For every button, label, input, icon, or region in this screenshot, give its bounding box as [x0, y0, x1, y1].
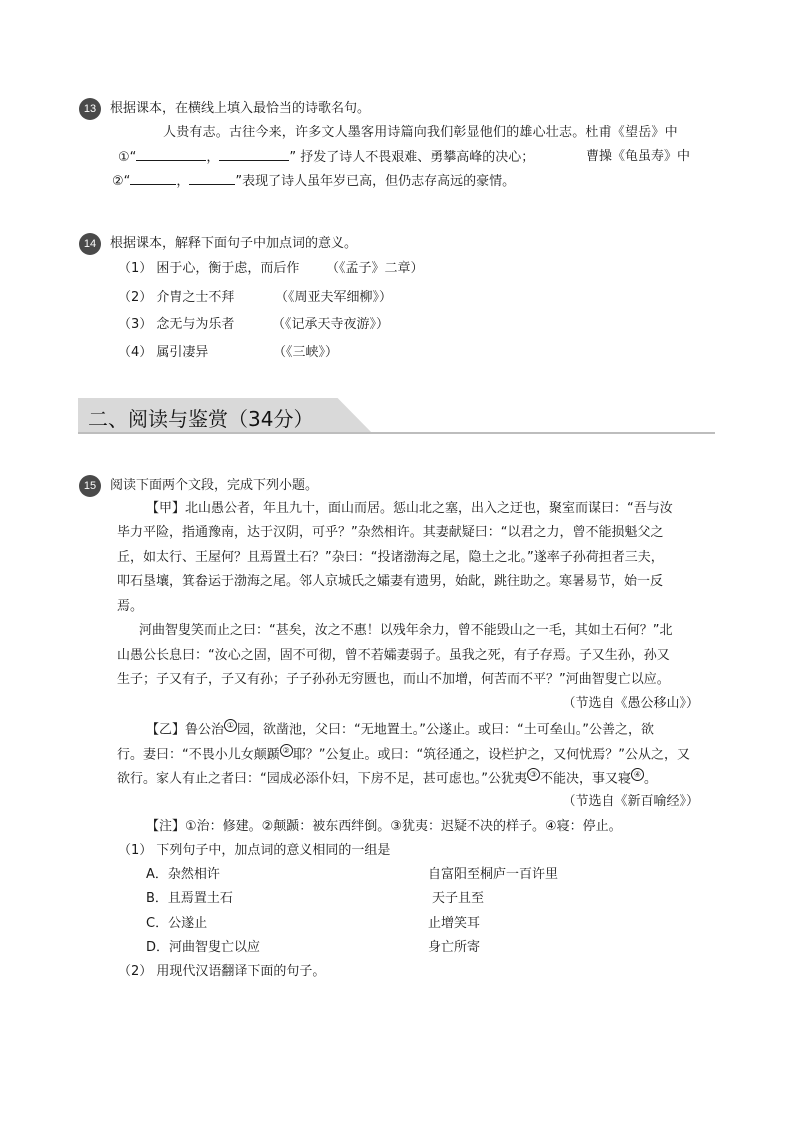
- q13-line3-text: ”表现了诗人虽年岁已高，但仍志存高远的豪情。: [235, 174, 516, 189]
- passage-yi-text: 【乙】鲁公治: [146, 722, 225, 738]
- passage-notes: 【注】①治：修建。②颠踬：被东西绊倒。③犹夷：迟疑不决的样子。④寝：停止。: [146, 819, 622, 834]
- option-d-right: 身亡所寄: [428, 940, 481, 955]
- question-number-13: 13: [79, 98, 101, 120]
- passage-jia-line: 焉。: [117, 599, 144, 614]
- passage-yi-source: （节选自《新百喻经》）: [562, 794, 699, 809]
- passage-yi-line: [146, 719, 654, 739]
- footnote-marker: ②: [280, 744, 293, 757]
- passage-jia-line: 【甲】北山愚公者，年且九十，面山而居。惩山北之塞，出入之迂也，聚室而谋曰：“吾与汝: [146, 501, 673, 516]
- passage-yi-line: [117, 768, 657, 788]
- q13-comma-2: ，: [176, 174, 190, 189]
- q13-line2-text: ” 抒发了诗人不畏艰难、勇攀高峰的决心；: [289, 150, 535, 165]
- q14-item-label: （3）: [118, 317, 153, 332]
- option-d-left[interactable]: D．河曲智叟亡以应: [146, 940, 261, 955]
- q13-blank-2[interactable]: [219, 148, 289, 161]
- passage-jia-source: （节选自《愚公移山》）: [562, 696, 699, 711]
- q15-sub1-stem: （1） 下列句子中，加点词的意义相同的一组是: [118, 843, 391, 858]
- q14-item-1: [118, 260, 299, 278]
- footnote-marker: ③: [527, 768, 540, 781]
- q13-blank-4[interactable]: [189, 172, 235, 185]
- q13-passage-line2: [118, 148, 534, 167]
- option-c-left[interactable]: C．公遂止: [146, 916, 208, 931]
- q14-item-text: 困于心，衡于虑，而后作: [156, 261, 300, 276]
- option-a-right: 自富阳至桐庐一百许里: [428, 867, 559, 882]
- q14-item-text: 介胄之士不拜: [156, 290, 235, 305]
- q14-item-2-source: （《周亚夫军细柳》）: [275, 290, 393, 305]
- passage-yi-text: 不能决，事又寝: [539, 771, 631, 787]
- question-number-14: 14: [79, 233, 101, 255]
- option-c-right: 止增笑耳: [428, 916, 481, 931]
- section-divider: [78, 432, 715, 434]
- passage-yi-text: 。: [644, 771, 658, 787]
- passage-jia-line: 叩石垦壤，箕畚运于渤海之尾。邻人京城氏之孀妻有遗男，始龀，跳往助之。寒暑易节，始一反: [117, 574, 664, 589]
- q14-item-2: [118, 289, 234, 307]
- footnote-marker: ④: [631, 768, 644, 781]
- q13-blank1-open: ①“: [118, 150, 137, 165]
- passage-jia-line: 丘，如太行、王屋何？且焉置土石？”杂曰：“投诸渤海之尾，隐土之北。”遂率子孙荷担者三夫，: [117, 550, 664, 565]
- passage-jia-line: 毕力平险，指通豫南，达于汉阴，可乎？”杂然相许。其妻献疑曰：“以君之力，曾不能损魁父之: [117, 525, 664, 540]
- q14-item-1-source: （《孟子》二章）: [326, 261, 424, 276]
- q14-item-label: （1）: [118, 261, 153, 276]
- q13-blank-3[interactable]: [130, 172, 176, 185]
- section-title: 二、阅读与鉴赏（34分）: [88, 407, 314, 431]
- section-header: [78, 398, 715, 436]
- option-b-right: 天子且至: [432, 891, 485, 906]
- q13-blank3-open: ②“: [112, 174, 131, 189]
- passage-yi-text: 园，欲凿池，父曰：“无地置土。”公遂止。或曰：“土可垒山。”公善之，欲: [237, 722, 654, 738]
- q14-item-label: （4）: [118, 345, 153, 360]
- q13-prompt: 根据课本，在横线上填入最恰当的诗歌名句。: [110, 101, 371, 116]
- q13-blank-1[interactable]: [136, 148, 206, 161]
- q14-item-4: [118, 344, 208, 362]
- q14-prompt: 根据课本，解释下面句子中加点词的意义。: [110, 236, 358, 251]
- question-number-15: 15: [79, 475, 101, 497]
- passage-yi-text: 行。妻曰：“不畏小儿女颠踬: [117, 747, 280, 763]
- q13-comma-1: ，: [206, 150, 220, 165]
- q15-sub2-stem: （2） 用现代汉语翻译下面的句子。: [118, 964, 326, 979]
- footnote-marker: ①: [224, 719, 237, 732]
- passage-yi-text: 耶？”公复止。或曰：“筑径通之，设栏护之，又何忧焉？”公从之，又: [292, 747, 690, 763]
- passage-yi-line: [117, 744, 690, 764]
- q14-item-3: [118, 316, 234, 334]
- q14-item-label: （2）: [118, 290, 153, 305]
- passage-jia-line: 山愚公长息曰：“汝心之固，固不可彻，曾不若孀妻弱子。虽我之死，有子存焉。子又生孙，孙又: [117, 648, 670, 663]
- passage-yi-text: 欲行。家人有止之者曰：“园成必添仆妇，下房不足，甚可虑也。”公犹夷: [117, 771, 527, 787]
- q14-item-3-source: （《记承天寺夜游》）: [272, 317, 390, 332]
- q13-line2-tail: 曹操《龟虽寿》中: [586, 149, 691, 164]
- passage-jia-line: 生子；子又有子，子又有孙；子子孙孙无穷匮也，而山不加增，何苦而不平？”河曲智叟亡以应。: [117, 672, 670, 687]
- option-a-left[interactable]: A．杂然相许: [146, 867, 220, 882]
- passage-jia-line: 河曲智叟笑而止之曰：“甚矣，汝之不惠！以残年余力，曾不能毁山之一毛，其如土石何？”北: [139, 623, 673, 638]
- q13-passage-line1: 人贵有志。古往今来，许多文人墨客用诗篇向我们彰显他们的雄心壮志。杜甫《望岳》中: [163, 125, 678, 140]
- q14-item-text: 属引凄异: [156, 345, 209, 360]
- q14-item-text: 念无与为乐者: [156, 317, 235, 332]
- q15-prompt: 阅读下面两个文段，完成下列小题。: [110, 478, 319, 493]
- q13-passage-line3: [112, 172, 515, 191]
- q14-item-4-source: （《三峡》）: [273, 345, 339, 360]
- option-b-left[interactable]: B．且焉置土石: [146, 891, 233, 906]
